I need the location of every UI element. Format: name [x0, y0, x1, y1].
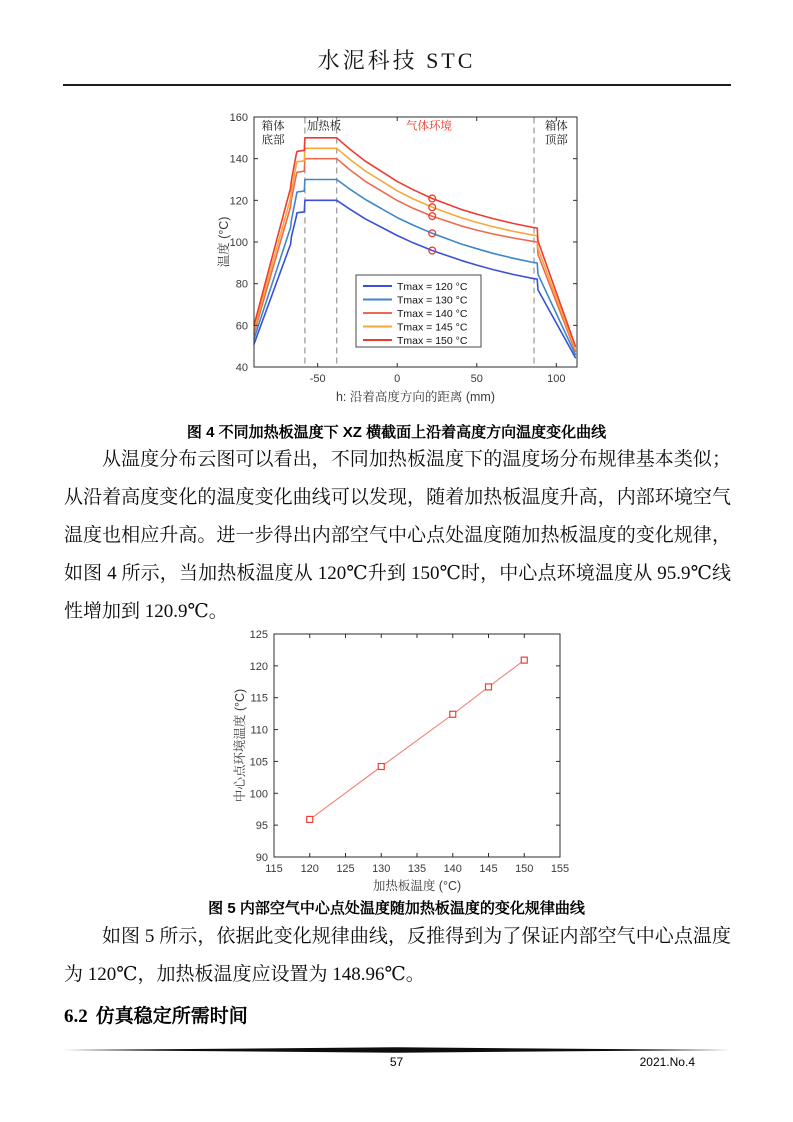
- svg-text:顶部: 顶部: [544, 134, 568, 147]
- svg-text:100: 100: [229, 237, 248, 249]
- svg-text:115: 115: [265, 863, 283, 875]
- figure5-line-chart: [230, 626, 575, 898]
- svg-text:135: 135: [407, 863, 427, 875]
- paragraph-2: 如图 5 所示，依据此变化规律曲线，反推得到为了保证内部空气中心点温度为 120℃，加热板温度应设置为 148.96℃。: [64, 926, 731, 985]
- journal-title: 水泥科技 STC: [317, 48, 476, 73]
- svg-text:温度 (°C): 温度 (°C): [217, 216, 231, 268]
- svg-text:105: 105: [249, 756, 268, 769]
- footer-page-number: 57: [389, 1055, 404, 1069]
- svg-text:150: 150: [515, 863, 534, 875]
- svg-text:气体环境: 气体环境: [406, 120, 453, 133]
- svg-text:加热板温度 (°C): 加热板温度 (°C): [372, 879, 462, 893]
- footer-issue-number: 2021.No.4: [639, 1055, 695, 1069]
- svg-text:-50: -50: [309, 373, 326, 385]
- svg-text:Tmax = 150 °C: Tmax = 150 °C: [397, 334, 468, 347]
- figure5-caption: 图 5 内部空气中心点处温度随加热板温度的变化规律曲线: [208, 900, 585, 917]
- footer-rule: [63, 1047, 731, 1053]
- svg-text:h: 沿着高度方向的距离 (mm): h: 沿着高度方向的距离 (mm): [335, 390, 496, 404]
- figure4-line-chart: [212, 105, 592, 415]
- svg-text:90: 90: [255, 852, 268, 864]
- figure4-caption: 图 4 不同加热板温度下 XZ 横截面上沿着高度方向温度变化曲线: [186, 424, 607, 441]
- svg-text:120: 120: [229, 195, 248, 208]
- figure5-chart: [230, 626, 575, 903]
- svg-text:中心点环境温度 (°C): 中心点环境温度 (°C): [233, 688, 247, 803]
- svg-text:95: 95: [255, 820, 268, 833]
- section-title: 仿真稳定所需时间: [95, 1006, 248, 1027]
- svg-text:145: 145: [479, 863, 498, 875]
- svg-text:Tmax = 130 °C: Tmax = 130 °C: [397, 294, 468, 307]
- svg-text:Tmax = 145 °C: Tmax = 145 °C: [397, 321, 468, 334]
- svg-text:120: 120: [249, 660, 268, 673]
- svg-text:125: 125: [249, 629, 268, 641]
- svg-text:0: 0: [394, 373, 401, 385]
- svg-text:130: 130: [372, 863, 391, 875]
- svg-text:100: 100: [547, 373, 566, 385]
- svg-text:160: 160: [229, 112, 248, 124]
- svg-text:Tmax = 140 °C: Tmax = 140 °C: [397, 307, 468, 320]
- svg-text:80: 80: [235, 278, 248, 291]
- figure4-chart: [212, 105, 592, 420]
- svg-text:100: 100: [249, 788, 268, 801]
- svg-text:箱体: 箱体: [261, 120, 285, 133]
- svg-text:115: 115: [250, 692, 268, 705]
- section-heading: [64, 1001, 248, 1028]
- svg-text:125: 125: [336, 863, 355, 875]
- svg-text:110: 110: [250, 724, 268, 737]
- svg-text:40: 40: [235, 362, 248, 374]
- section-number: 6.2: [64, 1006, 88, 1027]
- svg-text:155: 155: [550, 863, 570, 875]
- svg-text:140: 140: [443, 863, 462, 875]
- svg-text:箱体: 箱体: [544, 120, 568, 133]
- svg-text:加热板: 加热板: [306, 120, 342, 133]
- svg-text:50: 50: [470, 373, 483, 385]
- svg-text:Tmax = 120 °C: Tmax = 120 °C: [397, 280, 468, 293]
- svg-text:140: 140: [229, 153, 248, 166]
- svg-text:底部: 底部: [261, 134, 285, 147]
- svg-text:60: 60: [235, 320, 248, 333]
- paragraph-1: 从温度分布云图可以看出，不同加热板温度下的温度场分布规律基本类似；从沿着高度变化的温度变化曲线可以发现，随着加热板温度升高，内部环境空气温度也相应升高。进一步得出内部空气中心点处温度随加热板温度的变化规律，如图 4 所示，当加热板温度从 120℃升到 150℃时，中心点环境温度从 95.9℃线性增加到 120.9℃。: [64, 449, 731, 622]
- header-rule: [63, 84, 731, 86]
- svg-text:120: 120: [300, 863, 319, 875]
